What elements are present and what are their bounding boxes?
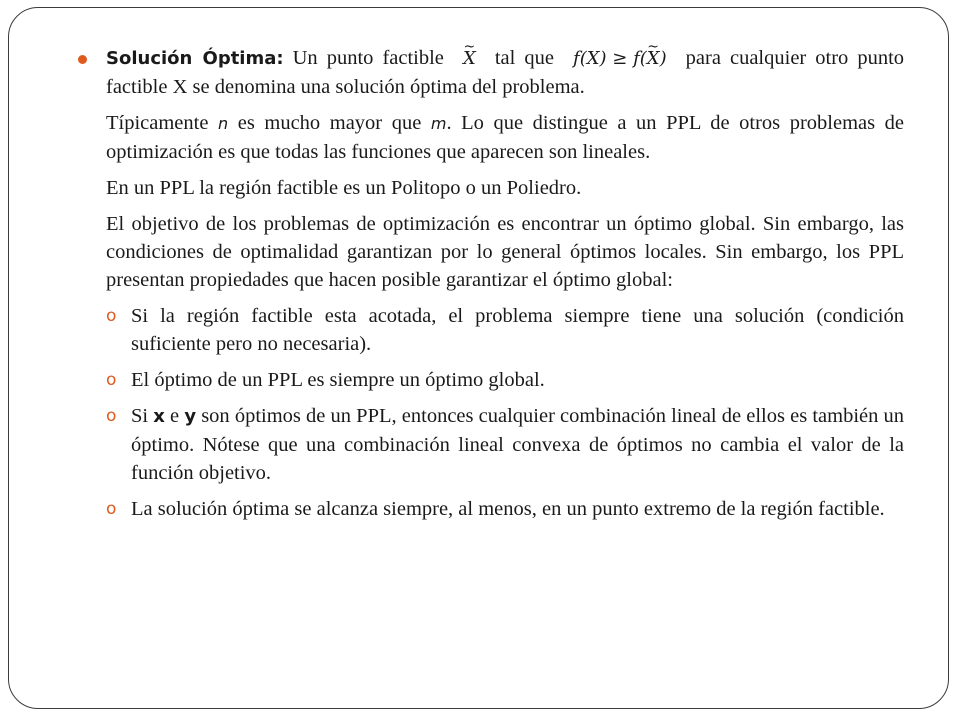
list-item-text: Si la región factible esta acotada, el problema siempre tiene una solución (condición suficiente pero no necesaria).	[131, 305, 904, 355]
circle-bullet-icon: o	[106, 306, 117, 326]
definition-term: Solución Óptima:	[106, 48, 284, 69]
p1-text-b: es mucho mayor que	[237, 112, 422, 134]
circle-bullet-icon: o	[106, 406, 117, 426]
list-item-combination	[106, 402, 904, 487]
p1-text-c: . Lo que distingue a un PPL de otros problemas de optimización es que todas las funciones que aparecen son lineales.	[106, 112, 905, 163]
definition-text-3: para cualquier otro punto factible X se denomina una solución óptima del problema.	[106, 47, 905, 98]
list-item-text: e	[170, 405, 180, 427]
list-item-text: son óptimos de un PPL, entonces cualquier combinación lineal de ellos es también un óptimo. Nótese que una combinación lineal convexa de óptimos no cambia el valor de la función objetivo.	[131, 405, 905, 484]
slide-content	[106, 44, 904, 531]
var-y: y	[184, 406, 197, 427]
list-item-text: La solución óptima se alcanza siempre, al menos, en un punto extremo de la región factible.	[131, 498, 885, 520]
paragraph-typically	[106, 109, 904, 166]
p1-text-a: Típicamente	[106, 112, 209, 134]
definition-paragraph	[106, 44, 904, 101]
x-tilde-letter: ~ X	[463, 45, 476, 73]
formula-var: ~ X	[647, 45, 660, 73]
list-item-global	[106, 366, 904, 394]
paragraph-region: En un PPL la región factible es un Politopo o un Poliedro.	[106, 177, 582, 199]
list-item-bounded	[106, 302, 904, 358]
bullet-dot-icon	[78, 55, 87, 64]
list-item-text: El óptimo de un PPL es siempre un óptimo global.	[131, 369, 545, 391]
list-item-extreme-point	[106, 495, 904, 523]
x-tilde-symbol	[463, 45, 476, 73]
formula-close: )	[659, 48, 667, 69]
circle-bullet-icon: o	[106, 370, 117, 390]
var-m: m	[430, 114, 447, 133]
var-x: x	[153, 406, 165, 427]
circle-bullet-icon: o	[106, 499, 117, 519]
var-n: n	[218, 114, 229, 133]
definition-text-1: Un punto factible	[292, 47, 444, 69]
definition-text-2: tal que	[494, 47, 554, 69]
optimality-formula	[573, 45, 667, 73]
paragraph-objective: El objetivo de los problemas de optimización es encontrar un óptimo global. Sin embargo, las condiciones de optimalidad garantizan por lo general óptimos locales. Sin embargo, los PPL presentan propiedades que hacen posible garantizar el óptimo global:	[106, 213, 904, 291]
list-item-text: Si	[131, 405, 149, 427]
formula-left: f(X) ≥ f(	[573, 48, 647, 69]
